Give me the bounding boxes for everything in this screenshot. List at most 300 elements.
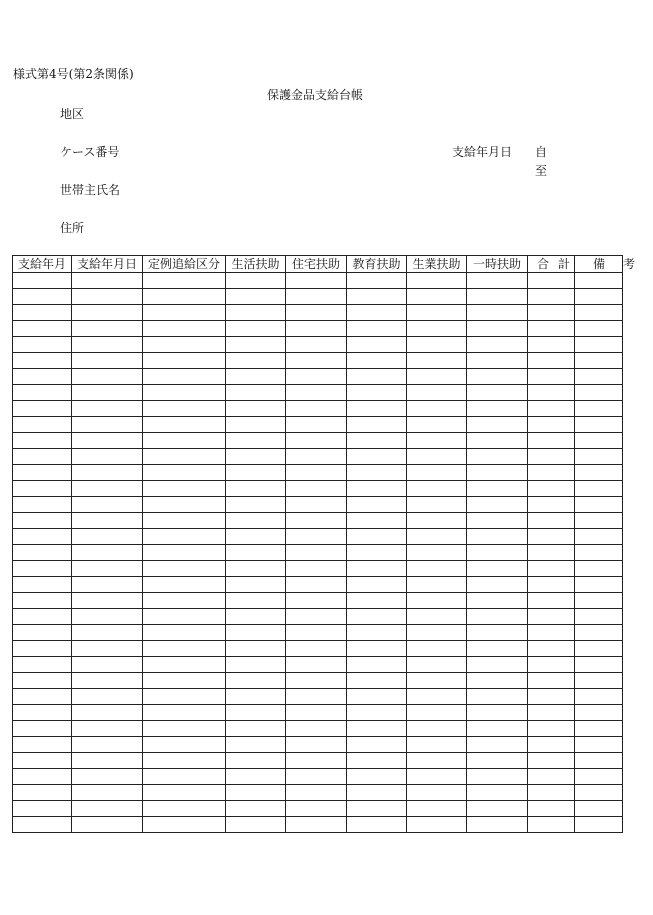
table-cell bbox=[467, 769, 528, 785]
table-cell bbox=[347, 465, 407, 481]
table-row bbox=[13, 433, 623, 449]
table-row bbox=[13, 721, 623, 737]
table-cell bbox=[347, 337, 407, 353]
table-cell bbox=[226, 705, 286, 721]
table-cell bbox=[575, 353, 623, 369]
column-header-regular-supplementary: 定例追給区分 bbox=[143, 256, 226, 273]
table-cell bbox=[143, 737, 226, 753]
table-cell bbox=[347, 689, 407, 705]
table-cell bbox=[226, 609, 286, 625]
table-cell bbox=[528, 321, 575, 337]
table-cell bbox=[72, 625, 143, 641]
table-cell bbox=[467, 513, 528, 529]
table-cell bbox=[286, 385, 347, 401]
table-cell bbox=[226, 337, 286, 353]
table-cell bbox=[286, 593, 347, 609]
table-cell bbox=[143, 289, 226, 305]
table-cell bbox=[226, 273, 286, 289]
table-cell bbox=[467, 497, 528, 513]
table-cell bbox=[528, 753, 575, 769]
table-cell bbox=[226, 353, 286, 369]
table-cell bbox=[286, 321, 347, 337]
table-cell bbox=[13, 817, 72, 833]
table-cell bbox=[72, 529, 143, 545]
table-cell bbox=[528, 737, 575, 753]
table-cell bbox=[575, 737, 623, 753]
table-row bbox=[13, 641, 623, 657]
table-cell bbox=[286, 721, 347, 737]
table-body bbox=[13, 273, 623, 833]
table-cell bbox=[347, 721, 407, 737]
table-cell bbox=[347, 353, 407, 369]
table-row bbox=[13, 305, 623, 321]
form-number: 様式第4号(第2条関係) bbox=[13, 67, 134, 81]
table-cell bbox=[467, 593, 528, 609]
table-cell bbox=[528, 481, 575, 497]
table-cell bbox=[467, 353, 528, 369]
table-cell bbox=[407, 401, 467, 417]
table-cell bbox=[407, 449, 467, 465]
table-cell bbox=[13, 769, 72, 785]
table-cell bbox=[407, 737, 467, 753]
table-cell bbox=[143, 641, 226, 657]
table-cell bbox=[286, 737, 347, 753]
table-cell bbox=[286, 561, 347, 577]
table-cell bbox=[13, 625, 72, 641]
table-cell bbox=[13, 449, 72, 465]
table-cell bbox=[13, 721, 72, 737]
table-row bbox=[13, 609, 623, 625]
table-cell bbox=[347, 529, 407, 545]
table-cell bbox=[347, 497, 407, 513]
table-cell bbox=[286, 529, 347, 545]
table-cell bbox=[467, 641, 528, 657]
table-cell bbox=[575, 497, 623, 513]
table-cell bbox=[467, 689, 528, 705]
table-cell bbox=[407, 465, 467, 481]
table-cell bbox=[13, 609, 72, 625]
table-cell bbox=[72, 561, 143, 577]
table-cell bbox=[575, 769, 623, 785]
table-cell bbox=[467, 545, 528, 561]
column-header-occupational-assistance: 生業扶助 bbox=[407, 256, 467, 273]
table-row bbox=[13, 529, 623, 545]
column-header-payment-date: 支給年月日 bbox=[72, 256, 143, 273]
table-cell bbox=[226, 433, 286, 449]
table-cell bbox=[467, 577, 528, 593]
table-cell bbox=[407, 433, 467, 449]
table-cell bbox=[407, 321, 467, 337]
table-cell bbox=[226, 529, 286, 545]
table-cell bbox=[347, 401, 407, 417]
table-cell bbox=[347, 433, 407, 449]
table-cell bbox=[143, 609, 226, 625]
table-cell bbox=[467, 433, 528, 449]
table-cell bbox=[143, 657, 226, 673]
table-cell bbox=[407, 593, 467, 609]
table-cell bbox=[528, 545, 575, 561]
table-cell bbox=[286, 481, 347, 497]
column-header-education-assistance: 教育扶助 bbox=[347, 256, 407, 273]
table-cell bbox=[528, 465, 575, 481]
column-header-remarks: 備考 bbox=[575, 256, 623, 273]
table-cell bbox=[72, 689, 143, 705]
table-cell bbox=[143, 417, 226, 433]
table-cell bbox=[143, 337, 226, 353]
case-number-label: ケース番号 bbox=[60, 145, 120, 159]
table-cell bbox=[575, 641, 623, 657]
table-cell bbox=[347, 609, 407, 625]
table-cell bbox=[575, 449, 623, 465]
table-cell bbox=[286, 289, 347, 305]
table-cell bbox=[72, 641, 143, 657]
table-cell bbox=[467, 321, 528, 337]
table-cell bbox=[286, 769, 347, 785]
table-cell bbox=[13, 785, 72, 801]
table-cell bbox=[467, 817, 528, 833]
table-cell bbox=[72, 497, 143, 513]
table-cell bbox=[143, 561, 226, 577]
table-cell bbox=[575, 369, 623, 385]
table-cell bbox=[286, 753, 347, 769]
table-cell bbox=[13, 593, 72, 609]
table-cell bbox=[226, 737, 286, 753]
table-cell bbox=[72, 465, 143, 481]
column-header-total: 合計 bbox=[528, 256, 575, 273]
table-cell bbox=[13, 417, 72, 433]
table-cell bbox=[72, 401, 143, 417]
table-cell bbox=[143, 721, 226, 737]
table-cell bbox=[407, 801, 467, 817]
table-cell bbox=[347, 801, 407, 817]
table-row bbox=[13, 369, 623, 385]
period-from-label: 自 bbox=[535, 145, 548, 159]
table-cell bbox=[286, 673, 347, 689]
table-row bbox=[13, 481, 623, 497]
table-cell bbox=[575, 385, 623, 401]
table-cell bbox=[528, 497, 575, 513]
table-cell bbox=[226, 417, 286, 433]
table-row bbox=[13, 769, 623, 785]
table-cell bbox=[528, 449, 575, 465]
table-cell bbox=[13, 369, 72, 385]
table-cell bbox=[575, 689, 623, 705]
column-header-temporary-assistance: 一時扶助 bbox=[467, 256, 528, 273]
table-cell bbox=[528, 769, 575, 785]
table-cell bbox=[72, 753, 143, 769]
table-cell bbox=[467, 753, 528, 769]
table-cell bbox=[226, 817, 286, 833]
table-cell bbox=[528, 593, 575, 609]
table-cell bbox=[528, 385, 575, 401]
table-cell bbox=[226, 721, 286, 737]
table-cell bbox=[467, 625, 528, 641]
table-cell bbox=[286, 497, 347, 513]
table-cell bbox=[226, 785, 286, 801]
table-row bbox=[13, 625, 623, 641]
table-cell bbox=[347, 417, 407, 433]
table-header-row bbox=[13, 256, 623, 273]
table-cell bbox=[528, 657, 575, 673]
table-cell bbox=[407, 497, 467, 513]
table-cell bbox=[72, 769, 143, 785]
table-cell bbox=[72, 721, 143, 737]
table-cell bbox=[226, 561, 286, 577]
table-cell bbox=[575, 785, 623, 801]
table-cell bbox=[467, 417, 528, 433]
table-cell bbox=[528, 577, 575, 593]
table-cell bbox=[286, 513, 347, 529]
table-cell bbox=[286, 801, 347, 817]
table-cell bbox=[286, 705, 347, 721]
table-cell bbox=[467, 449, 528, 465]
table-cell bbox=[226, 673, 286, 689]
table-cell bbox=[13, 801, 72, 817]
table-cell bbox=[226, 465, 286, 481]
table-cell bbox=[467, 401, 528, 417]
table-cell bbox=[72, 337, 143, 353]
payment-period-label: 支給年月日 bbox=[452, 145, 513, 159]
table-cell bbox=[13, 289, 72, 305]
table-cell bbox=[347, 593, 407, 609]
table-cell bbox=[347, 321, 407, 337]
table-cell bbox=[407, 769, 467, 785]
table-cell bbox=[143, 545, 226, 561]
table-cell bbox=[407, 785, 467, 801]
table-cell bbox=[407, 705, 467, 721]
table-cell bbox=[347, 305, 407, 321]
payment-ledger-table bbox=[12, 255, 653, 833]
table-cell bbox=[226, 305, 286, 321]
document-title: 保護金品支給台帳 bbox=[267, 88, 364, 102]
table-cell bbox=[575, 481, 623, 497]
table-cell bbox=[528, 673, 575, 689]
table-cell bbox=[347, 641, 407, 657]
table-cell bbox=[143, 593, 226, 609]
table-cell bbox=[347, 817, 407, 833]
table-cell bbox=[143, 705, 226, 721]
column-header-payment-month: 支給年月 bbox=[13, 256, 72, 273]
table-cell bbox=[226, 689, 286, 705]
table-cell bbox=[575, 705, 623, 721]
table-row bbox=[13, 545, 623, 561]
table-cell bbox=[575, 417, 623, 433]
column-header-housing-assistance: 住宅扶助 bbox=[286, 256, 347, 273]
table-cell bbox=[143, 353, 226, 369]
table-cell bbox=[72, 673, 143, 689]
table-cell bbox=[528, 529, 575, 545]
table-cell bbox=[72, 289, 143, 305]
household-head-label: 世帯主氏名 bbox=[60, 183, 121, 197]
table-cell bbox=[407, 417, 467, 433]
table-row bbox=[13, 513, 623, 529]
table-cell bbox=[143, 769, 226, 785]
table-cell bbox=[72, 417, 143, 433]
table-cell bbox=[528, 721, 575, 737]
table-cell bbox=[72, 545, 143, 561]
table-cell bbox=[575, 721, 623, 737]
table-cell bbox=[528, 369, 575, 385]
table-cell bbox=[13, 753, 72, 769]
table-cell bbox=[13, 465, 72, 481]
table-cell bbox=[72, 449, 143, 465]
table-cell bbox=[286, 625, 347, 641]
table-cell bbox=[226, 657, 286, 673]
table-cell bbox=[407, 753, 467, 769]
table-row bbox=[13, 465, 623, 481]
table-cell bbox=[143, 497, 226, 513]
table-row bbox=[13, 289, 623, 305]
table-cell bbox=[528, 305, 575, 321]
table-cell bbox=[467, 529, 528, 545]
table-cell bbox=[143, 801, 226, 817]
table-cell bbox=[575, 321, 623, 337]
table-cell bbox=[143, 753, 226, 769]
table-row bbox=[13, 497, 623, 513]
table-cell bbox=[407, 545, 467, 561]
table-cell bbox=[528, 401, 575, 417]
table-cell bbox=[407, 513, 467, 529]
table-cell bbox=[13, 529, 72, 545]
table-cell bbox=[407, 529, 467, 545]
table-cell bbox=[347, 273, 407, 289]
table-cell bbox=[347, 769, 407, 785]
table-cell bbox=[143, 785, 226, 801]
table-row bbox=[13, 673, 623, 689]
table-cell bbox=[407, 385, 467, 401]
table-cell bbox=[528, 625, 575, 641]
table-row bbox=[13, 801, 623, 817]
table-cell bbox=[575, 593, 623, 609]
table-cell bbox=[143, 577, 226, 593]
table-cell bbox=[226, 497, 286, 513]
table-cell bbox=[286, 337, 347, 353]
table-cell bbox=[407, 481, 467, 497]
table-cell bbox=[528, 337, 575, 353]
table-cell bbox=[226, 449, 286, 465]
table-cell bbox=[467, 721, 528, 737]
table-cell bbox=[467, 561, 528, 577]
table-cell bbox=[347, 737, 407, 753]
table-cell bbox=[528, 433, 575, 449]
table-row bbox=[13, 689, 623, 705]
table-cell bbox=[347, 625, 407, 641]
table-cell bbox=[143, 385, 226, 401]
table-cell bbox=[226, 625, 286, 641]
table-cell bbox=[286, 433, 347, 449]
table-cell bbox=[226, 369, 286, 385]
table-cell bbox=[13, 273, 72, 289]
table-cell bbox=[226, 801, 286, 817]
table-row bbox=[13, 753, 623, 769]
table-cell bbox=[407, 657, 467, 673]
table-cell bbox=[72, 353, 143, 369]
table-cell bbox=[72, 273, 143, 289]
table-cell bbox=[72, 817, 143, 833]
table-cell bbox=[407, 721, 467, 737]
table-cell bbox=[407, 609, 467, 625]
table-cell bbox=[407, 337, 467, 353]
table-cell bbox=[347, 673, 407, 689]
table-cell bbox=[72, 801, 143, 817]
table-cell bbox=[286, 273, 347, 289]
table-cell bbox=[575, 433, 623, 449]
table-cell bbox=[528, 353, 575, 369]
table-cell bbox=[467, 609, 528, 625]
table-row bbox=[13, 593, 623, 609]
table-cell bbox=[286, 369, 347, 385]
table-row bbox=[13, 561, 623, 577]
table-cell bbox=[286, 785, 347, 801]
table-cell bbox=[407, 689, 467, 705]
table-cell bbox=[575, 561, 623, 577]
table-cell bbox=[528, 561, 575, 577]
table-cell bbox=[575, 545, 623, 561]
table-cell bbox=[226, 401, 286, 417]
table-cell bbox=[347, 705, 407, 721]
table-cell bbox=[467, 273, 528, 289]
table-cell bbox=[72, 385, 143, 401]
table-cell bbox=[467, 465, 528, 481]
table-cell bbox=[528, 513, 575, 529]
table-cell bbox=[407, 577, 467, 593]
table-cell bbox=[143, 465, 226, 481]
table-cell bbox=[72, 609, 143, 625]
table-cell bbox=[575, 577, 623, 593]
table-cell bbox=[286, 641, 347, 657]
table-cell bbox=[286, 817, 347, 833]
table-row bbox=[13, 353, 623, 369]
table-cell bbox=[143, 673, 226, 689]
table-cell bbox=[72, 785, 143, 801]
table-cell bbox=[143, 513, 226, 529]
table-cell bbox=[575, 817, 623, 833]
table-row bbox=[13, 273, 623, 289]
table-cell bbox=[286, 305, 347, 321]
table-cell bbox=[226, 321, 286, 337]
table-cell bbox=[286, 609, 347, 625]
table-cell bbox=[575, 401, 623, 417]
column-header-living-assistance: 生活扶助 bbox=[226, 256, 286, 273]
table-cell bbox=[575, 465, 623, 481]
table-row bbox=[13, 785, 623, 801]
table-cell bbox=[143, 433, 226, 449]
table-cell bbox=[13, 641, 72, 657]
table-cell bbox=[13, 705, 72, 721]
table-cell bbox=[72, 705, 143, 721]
table-cell bbox=[528, 641, 575, 657]
table-cell bbox=[286, 577, 347, 593]
table-row bbox=[13, 577, 623, 593]
table-cell bbox=[467, 481, 528, 497]
district-label: 地区 bbox=[60, 107, 85, 121]
table-row bbox=[13, 321, 623, 337]
table-cell bbox=[528, 817, 575, 833]
table-cell bbox=[407, 673, 467, 689]
table-cell bbox=[226, 593, 286, 609]
table-cell bbox=[347, 385, 407, 401]
table-cell bbox=[575, 305, 623, 321]
table-cell bbox=[347, 545, 407, 561]
table-cell bbox=[407, 289, 467, 305]
table-cell bbox=[467, 657, 528, 673]
table-cell bbox=[286, 465, 347, 481]
table-row bbox=[13, 657, 623, 673]
address-label: 住所 bbox=[60, 221, 85, 235]
table-cell bbox=[467, 305, 528, 321]
table-cell bbox=[13, 305, 72, 321]
table-cell bbox=[286, 545, 347, 561]
